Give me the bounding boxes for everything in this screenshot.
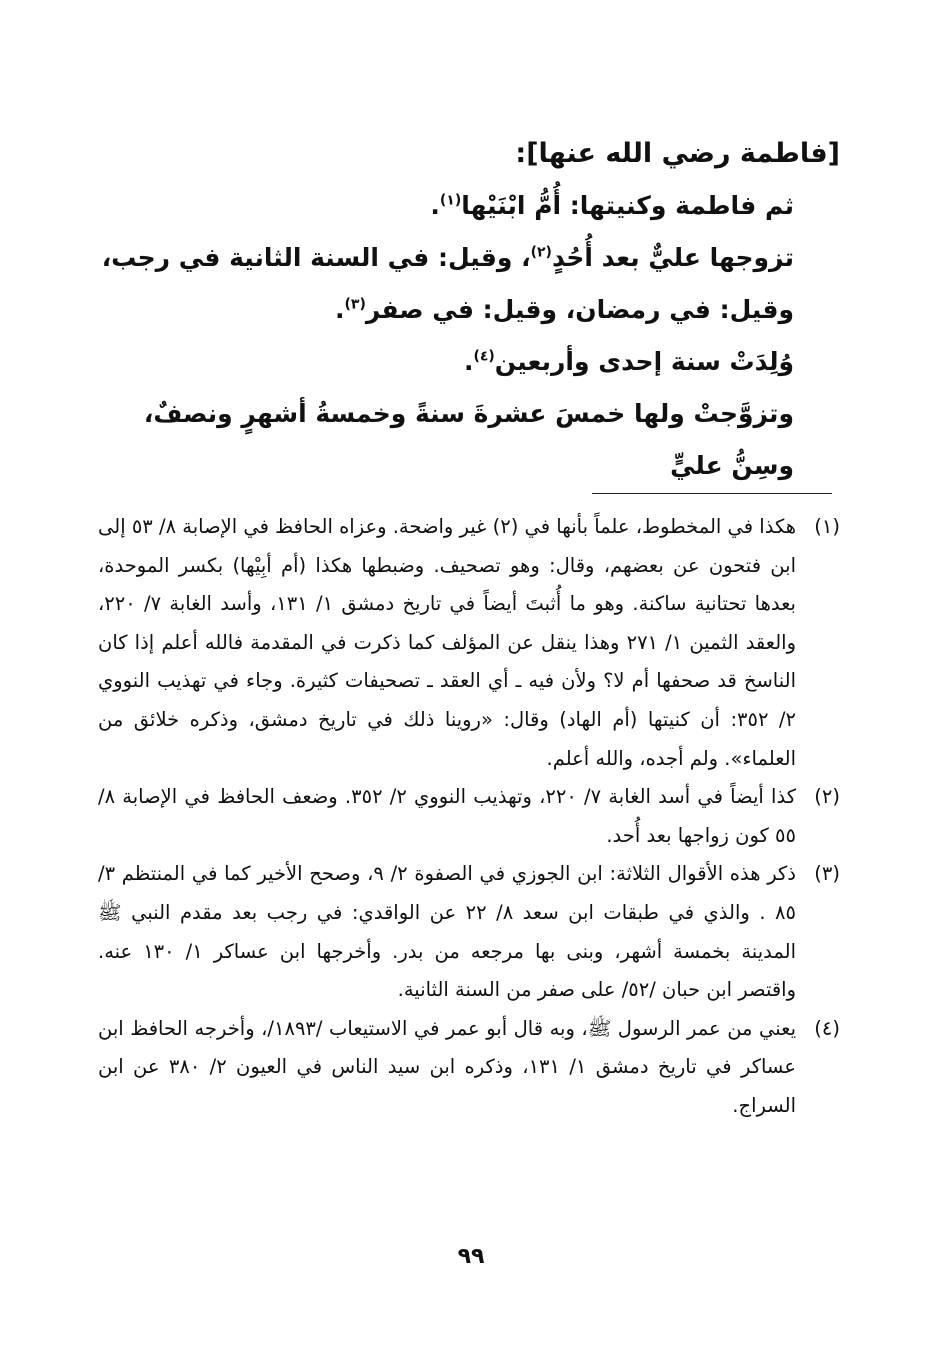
- footnote-text: ذكر هذه الأقوال الثلاثة: ابن الجوزي في الصفوة ٢/ ٩، وصحح الأخير كما في المنتظم ٣/ ٨٥ . والذي في طبقات ابن سعد ٨/ ٢٢ عن الواقدي: في رجب بعد مقدم النبي ﷺ المدينة بخمسة أشهر، وبنى بها مرجعه من بدر. وأخرجها ابن عساكر ١/ ١٣٠ عنه. واقتصر ابن حبان /٥٢/ على صفر من السنة الثانية.: [98, 862, 796, 1002]
- footnote-number: (٣): [814, 862, 840, 886]
- main-text: [98, 128, 840, 492]
- footnote-separator: [592, 493, 832, 494]
- section-heading: [فاطمة رضي الله عنها]:: [515, 138, 840, 169]
- footnote-1: [98, 508, 840, 778]
- footnote-3: [98, 855, 840, 1009]
- footnote-ref-2: (٢): [530, 244, 552, 261]
- paragraph-kunya: [98, 180, 840, 232]
- footnote-number: (٢): [814, 785, 840, 809]
- footnote-text: يعني من عمر الرسول ﷺ، وبه قال أبو عمر في الاستيعاب /١٨٩٣/، وأخرجه الحافظ ابن عساكر في تاريخ دمشق ١/ ١٣١، وذكره ابن سيد الناس في العيون ٢/ ٣٨٠ عن ابن السراج.: [98, 1016, 796, 1117]
- paragraph-age: وتزوَّجتْ ولها خمسَ عشرةَ سنةً وخمسةُ أشهرٍ ونصفٌ، وسِنُّ عليٍّ: [143, 399, 794, 480]
- footnote-number: (٤): [814, 1016, 840, 1040]
- footnote-ref-3: (٣): [344, 296, 366, 313]
- paragraph-marriage-text-b: ، وقيل: في السنة الثانية في رجب، وقيل: في رمضان، وقيل: في صفر: [101, 243, 794, 324]
- paragraph-kunya-end: .: [430, 191, 440, 220]
- paragraph-marriage-text-a: تزوجها عليٌّ بعد أُحُدٍ: [551, 243, 794, 272]
- footnote-ref-1: (١): [439, 192, 462, 209]
- paragraph-birth: [98, 336, 840, 388]
- paragraph-marriage-end: .: [335, 295, 345, 324]
- footnote-ref-4: (٤): [473, 348, 495, 365]
- paragraph-birth-text: وُلِدَتْ سنة إحدى وأربعين: [494, 347, 794, 376]
- footnote-4: [98, 1010, 840, 1126]
- footnote-number: (١): [814, 515, 840, 538]
- footnote-text: كذا أيضاً في أسد الغابة ٧/ ٢٢٠، وتهذيب النووي ٢/ ٣٥٢. وضعف الحافظ في الإصابة ٨/ ٥٥ كون زواجها بعد أُحد.: [98, 785, 796, 847]
- page-number: ٩٩: [457, 1244, 485, 1269]
- paragraph-birth-end: .: [463, 347, 474, 376]
- paragraph-marriage: [98, 232, 840, 336]
- footnote-text: هكذا في المخطوط، علماً بأنها في (٢) غير واضحة. وعزاه الحافظ في الإصابة ٨/ ٥٣ إلى ابن فتحون عن بعضهم، وقال: وهو تصحيف. وضبطها هكذا (أم أبِيْها) بكسر الموحدة، بعدها تحتانية ساكنة. وهو ما أُثبتَ أيضاً في تاريخ دمشق ١/ ١٣١، وأسد الغابة ٧/ ٢٢٠، والعقد الثمين ١/ ٢٧١ وهذا ينقل عن المؤلف كما ذكرت في المقدمة فالله أعلم إذا كان الناسخ قد صحفها أم لا؟ ولأن فيه ـ أي العقد ـ تصحيفات كثيرة. وجاء في تهذيب النووي ٢/ ٣٥٢: أن كنيتها (أم الهاد) وقال: «روينا ذلك في تاريخ دمشق، وذكره خلائق من العلماء». ولم أجده، والله أعلم.: [98, 515, 797, 770]
- footnotes: [98, 508, 840, 1126]
- paragraph-kunya-text: ثم فاطمة وكنيتها: أُمُّ ابْنَيْها: [461, 191, 794, 220]
- footnote-2: [98, 778, 840, 855]
